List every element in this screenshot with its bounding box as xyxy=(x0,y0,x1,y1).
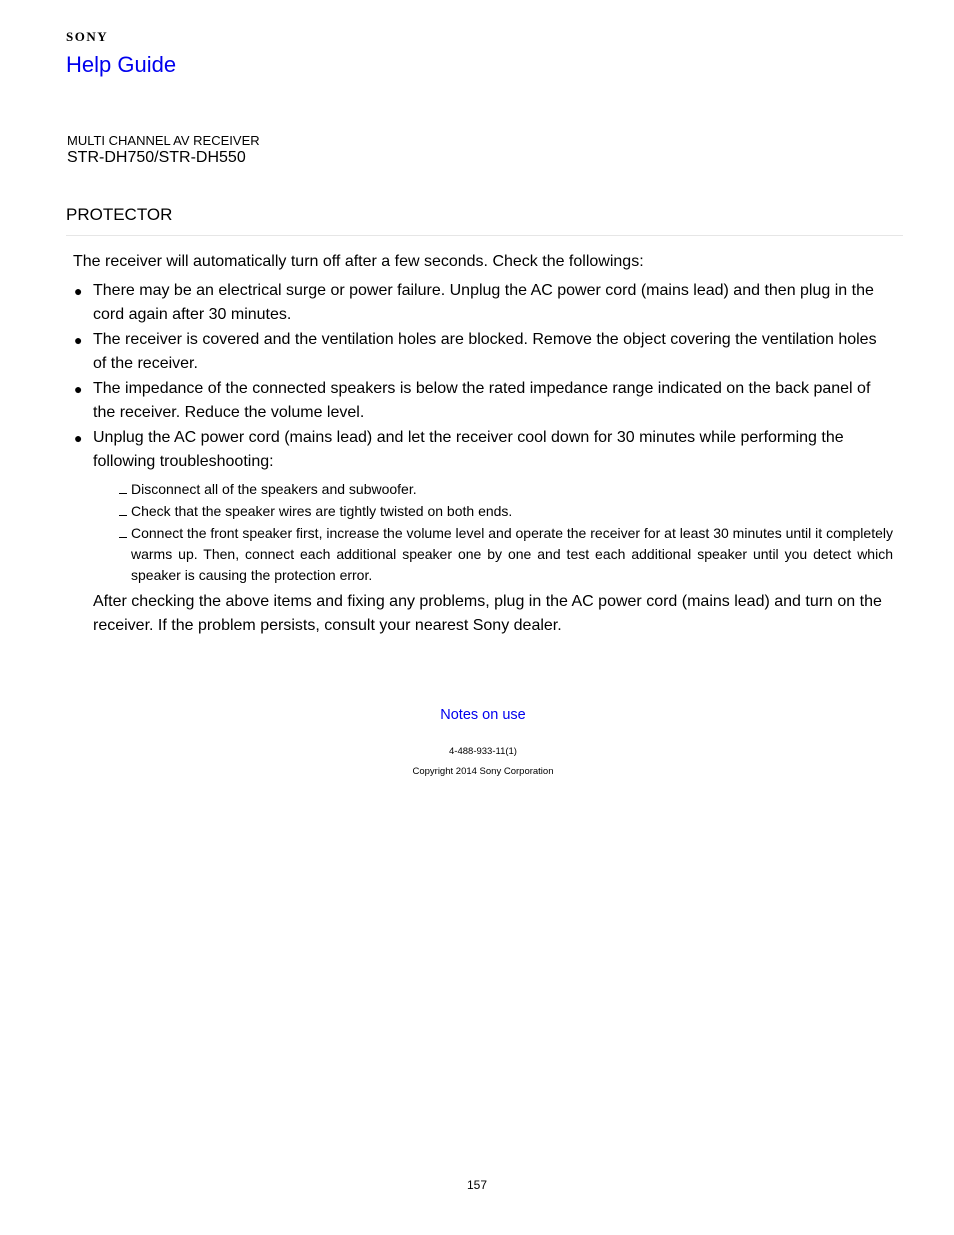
troubleshooting-list xyxy=(113,479,893,586)
bullet-dot: ● xyxy=(74,380,83,397)
sub-list-item xyxy=(113,501,893,522)
list-item-text: Unplug the AC power cord (mains lead) and let the receiver cool down for 30 minutes while performing the following troubleshooting: xyxy=(93,428,844,470)
intro-text: The receiver will automatically turn off after a few seconds. Check the followings: xyxy=(73,253,644,270)
dash-marker xyxy=(119,515,127,516)
bullet-dot: ● xyxy=(74,331,83,348)
list-item xyxy=(73,377,893,426)
help-guide-link[interactable]: Help Guide xyxy=(66,52,177,77)
list-item-text: The receiver is covered and the ventilation holes are blocked. Remove the object covering the ventilation holes of the receiver. xyxy=(93,330,877,372)
closing-text: After checking the above items and fixing any problems, plug in the AC power cord (mains lead) and turn on the receiver. If the problem persists, consult your nearest Sony dealer. xyxy=(93,592,882,634)
list-item-text: There may be an electrical surge or power failure. Unplug the AC power cord (mains lead) and then plug in the cord again after 30 minutes. xyxy=(93,281,874,323)
sub-list-item-text: Connect the front speaker first, increase the volume level and operate the receiver for at least 30 minutes until it completely warms up. Then, connect each additional speaker one by one and test each additional speaker until you detect which speaker is causing the protection error. xyxy=(131,524,893,583)
dash-marker xyxy=(119,537,127,538)
page-title: PROTECTOR xyxy=(66,205,173,224)
list-item xyxy=(73,279,893,328)
sub-list-item xyxy=(113,523,893,586)
article-content xyxy=(73,250,893,639)
sub-list-item xyxy=(113,479,893,500)
product-category: MULTI CHANNEL AV RECEIVER xyxy=(67,133,260,148)
copyright-text: Copyright 2014 Sony Corporation xyxy=(412,766,554,777)
list-item xyxy=(73,426,893,586)
sub-list-item-text: Disconnect all of the speakers and subwoofer. xyxy=(131,480,417,497)
dash-marker xyxy=(119,493,127,494)
brand-logo: SONY xyxy=(66,29,109,44)
page-number: 157 xyxy=(466,1178,488,1192)
title-divider xyxy=(66,235,903,236)
list-item xyxy=(73,328,893,377)
check-list xyxy=(73,279,893,586)
product-model: STR-DH750/STR-DH550 xyxy=(67,149,246,166)
document-number: 4-488-933-11(1) xyxy=(449,746,517,757)
sub-list-item-text: Check that the speaker wires are tightly twisted on both ends. xyxy=(131,502,513,519)
bullet-dot: ● xyxy=(74,282,83,299)
list-item-text: The impedance of the connected speakers is below the rated impedance range indicated on the back panel of the receiver. Reduce the volume level. xyxy=(93,379,871,421)
notes-on-use-link[interactable]: Notes on use xyxy=(440,707,526,723)
bullet-dot: ● xyxy=(74,429,83,446)
